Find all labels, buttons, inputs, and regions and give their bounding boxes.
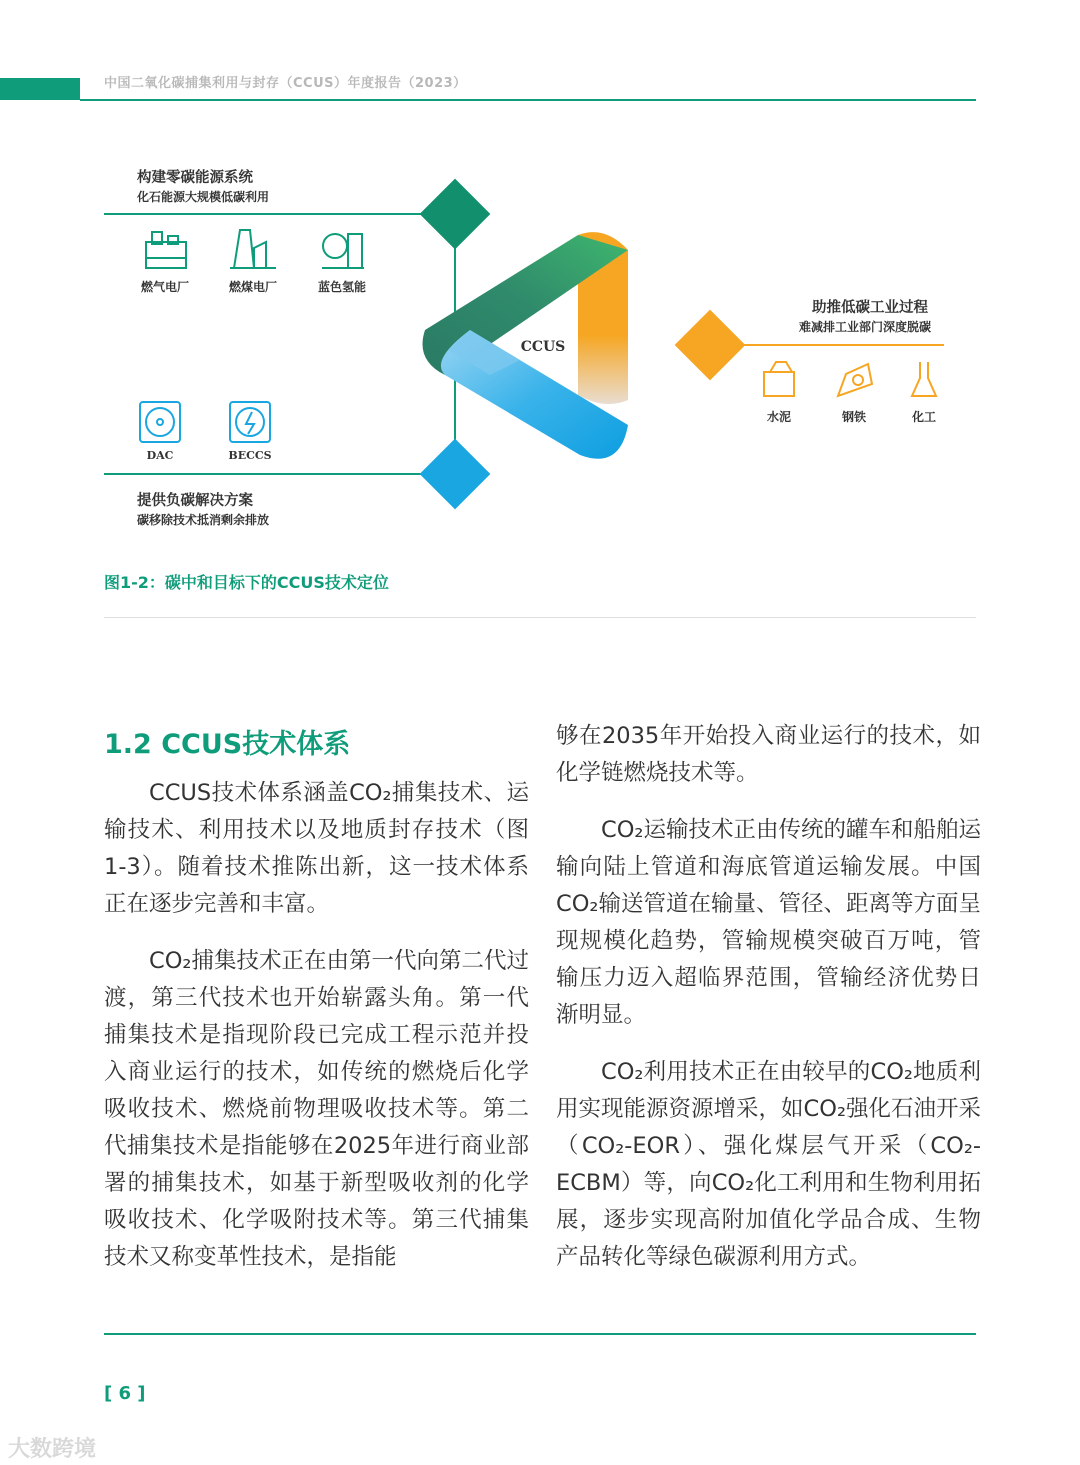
header-accent-bar [0,78,80,100]
icon-label: BECCS [228,449,272,462]
icon-label: 化工 [911,410,936,424]
left-text-column [104,775,529,1296]
cement-icon [764,362,794,396]
paragraph: CCUS技术体系涵盖CO₂捕集技术、运输技术、利用技术以及地质封存技术（图1-3）。随着技术推陈出新，这一技术体系正在逐步完善和丰富。 [104,780,529,917]
beccs-icon [230,402,270,442]
icon-label: 蓝色氢能 [317,280,366,294]
coal-power-plant-icon [230,230,276,268]
green-diamond [420,179,491,250]
icon-label: 燃气电厂 [140,280,189,294]
right-subtitle: 难减排工业部门深度脱碳 [799,320,932,334]
right-title: 助推低碳工业过程 [812,300,928,316]
paragraph: CO₂利用技术正在由较早的CO₂地质利用实现能源资源增采，如CO₂强化石油开采（CO₂-EOR）、强化煤层气开采（CO₂-ECBM）等，向CO₂化工利用和生物利用拓展，逐步实现高附加值化学品合成、生物产品转化等绿色碳源利用方式。 [556,1059,981,1270]
page-number: [ 6 ] [104,1383,146,1404]
paragraph: CO₂运输技术正由传统的罐车和船舶运输向陆上管道和海底管道运输发展。中国CO₂输送管道在输量、管径、距离等方面呈现规模化趋势，管输规模突破百万吨，管输压力迈入超临界范围，管输经济优势日渐明显。 [556,817,981,1028]
top-left-title: 构建零碳能源系统 [137,170,253,186]
blue-hydrogen-icon [322,234,364,268]
section-title: 1.2 CCUS技术体系 [104,729,351,760]
paragraph: 够在2035年开始投入商业运行的技术，如化学链燃烧技术等。 [556,723,981,786]
right-text-column [556,718,981,1296]
icon-label: 水泥 [766,410,791,424]
header-rule [80,99,976,101]
bottom-left-title: 提供负碳解决方案 [137,493,253,509]
icon-label: 钢铁 [841,410,866,424]
orange-diamond [675,310,746,381]
steel-icon [838,364,872,396]
gas-power-plant-icon [146,232,186,268]
paragraph: CO₂捕集技术正在由第一代向第二代过渡，第三代技术也开始崭露头角。第一代捕集技术是指现阶段已完成工程示范并投入商业运行的技术，如传统的燃烧后化学吸收技术、燃烧前物理吸收技术等。第二代捕集技术是指能够在2025年进行商业部署的捕集技术，如基于新型吸收剂的化学吸收技术、化学吸附技术等。第三代捕集技术又称变革性技术，是指能 [104,948,529,1270]
dac-fan-icon [140,402,180,442]
ccus-center-label: CCUS [520,339,566,355]
watermark: 大数跨境 [8,1437,97,1462]
running-header: 中国二氧化碳捕集利用与封存（CCUS）年度报告（2023） [104,76,467,91]
blue-diamond [420,439,491,510]
footer-rule [104,1333,976,1335]
icon-label: DAC [146,449,174,462]
caption-rule [104,617,976,618]
chemical-icon [912,362,936,396]
figure-caption: 图1-2：碳中和目标下的CCUS技术定位 [104,573,389,592]
bottom-left-subtitle: 碳移除技术抵消剩余排放 [137,513,270,527]
icon-label: 燃煤电厂 [228,280,277,294]
top-left-subtitle: 化石能源大规模低碳利用 [137,190,270,204]
